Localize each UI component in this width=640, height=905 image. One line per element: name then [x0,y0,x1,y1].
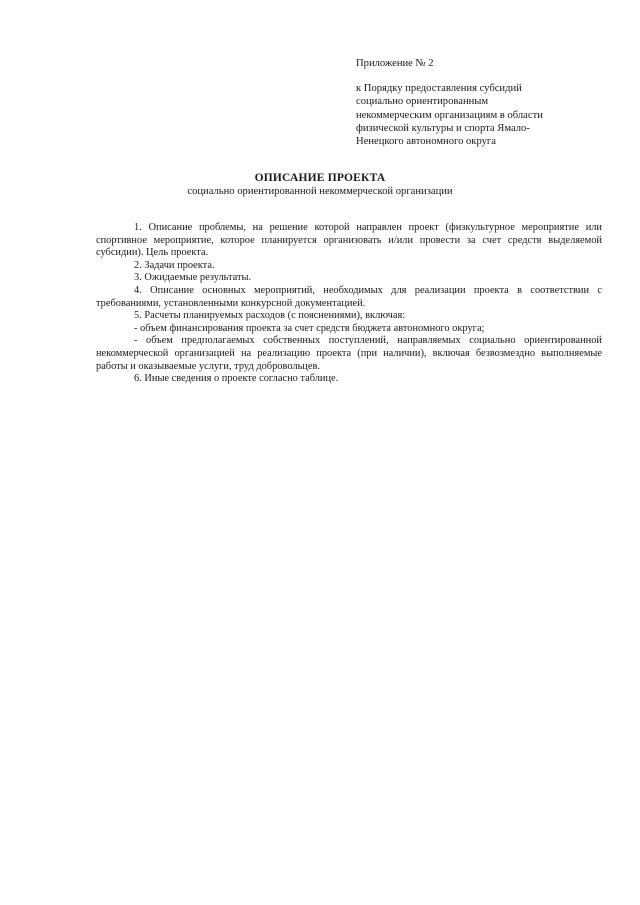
appendix-number: Приложение № 2 [356,58,434,69]
body-paragraph: 1. Описание проблемы, на решение которой направлен проект (физкультурное мероприятие или спортивное мероприятие, которое планируется организовать и/или провести за счет средств выделяемой субсидии). Цель проекта. [96,222,602,259]
body-paragraph: - объем финансирования проекта за счет средств бюджета автономного округа; [134,322,485,334]
appendix-line: физической культуры и спорта Ямало- [356,122,530,134]
document-body [96,222,602,386]
appendix-header [356,57,596,148]
document-subtitle: социально ориентированной некоммерческой организации [187,186,453,197]
body-paragraph: - объем предполагаемых собственных поступлений, направляемых социально ориентированной некоммерческой организацией на реализацию проекта (при наличии), включая безвозмездно выполняемые работы и оказываемые услуги, труд добровольцев. [96,335,602,372]
body-paragraph: 5. Расчеты планируемых расходов (с пояснениями), включая: [134,310,406,322]
document-title: ОПИСАНИЕ ПРОЕКТА [254,172,386,184]
appendix-line: Ненецкого автономного округа [356,136,496,148]
title-block [0,171,640,198]
appendix-line: некоммерческим организациям в области [356,109,543,121]
body-paragraph: 2. Задачи проекта. [134,259,215,271]
body-paragraph: 3. Ожидаемые результаты. [134,272,252,284]
appendix-line: к Порядку предоставления субсидий [356,83,522,95]
appendix-line: социально ориентированным [356,96,489,108]
body-paragraph: 6. Иные сведения о проекте согласно таблице. [134,373,339,385]
body-paragraph: 4. Описание основных мероприятий, необходимых для реализации проекта в соответствии с требованиями, установленными конкурсной документацией. [96,284,602,309]
